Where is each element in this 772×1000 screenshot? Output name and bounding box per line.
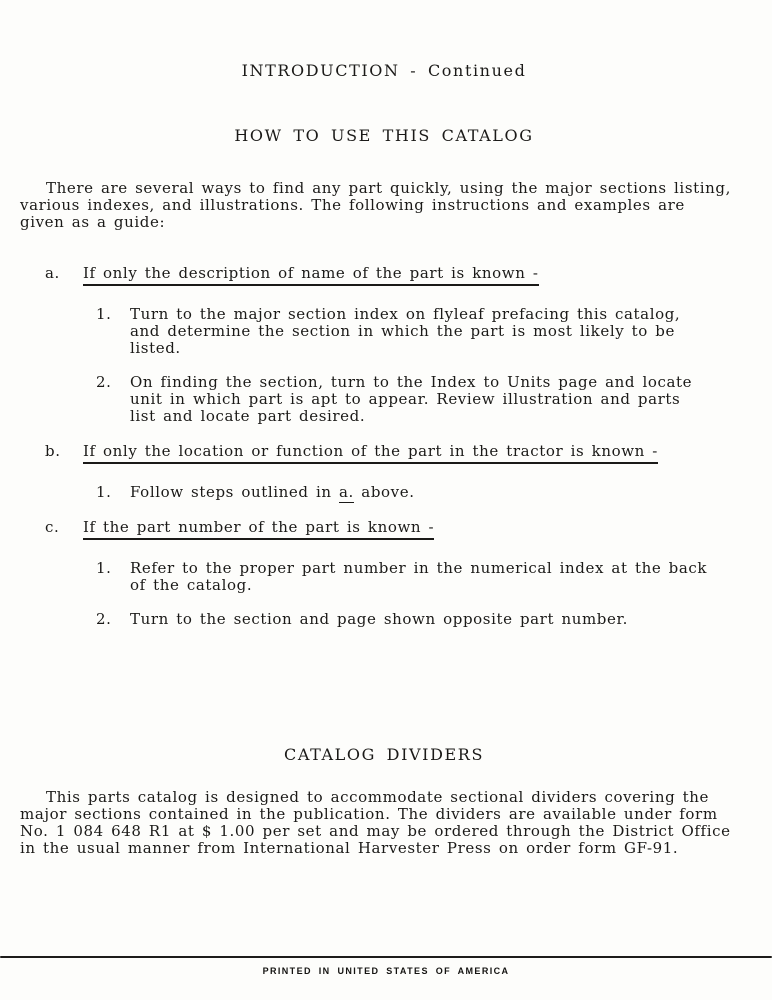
text-line: of the catalog. <box>130 576 253 594</box>
page-header-title: INTRODUCTION - Continued <box>241 61 527 80</box>
list-item-b <box>20 443 748 501</box>
text-line: No. 1 084 648 R1 at $ 1.00 per set and may be ordered through the District Office <box>20 822 731 840</box>
subitem-c1 <box>20 560 748 594</box>
text-line: Turn to the section and page shown opposite part number. <box>130 610 628 628</box>
subitem-c2 <box>20 611 748 628</box>
intro-line: various indexes, and illustrations. The following instructions and examples are <box>20 196 685 214</box>
text-line: Refer to the proper part number in the numerical index at the back <box>130 559 708 577</box>
subitem-b1-number: 1. <box>96 483 112 501</box>
subitem-c2-text <box>130 611 628 628</box>
text-line: listed. <box>130 339 181 357</box>
item-b-label: b. <box>45 442 61 460</box>
list-item-a <box>20 265 748 425</box>
item-a-heading-row <box>20 265 748 286</box>
item-c-heading: If the part number of the part is known - <box>83 519 434 540</box>
subitem-a2-text <box>130 374 692 425</box>
item-b-heading: If only the location or function of the part in the tractor is known - <box>83 443 658 464</box>
text-segment: Follow steps outlined in <box>130 483 339 501</box>
text-line: in the usual manner from International Harvester Press on order form GF-91. <box>20 839 679 857</box>
subitem-c2-number: 2. <box>96 610 112 628</box>
subitem-a1 <box>20 306 748 357</box>
subitem-c1-text <box>130 560 707 594</box>
text-line <box>130 484 415 501</box>
footer-divider-line <box>0 956 772 958</box>
text-line: On finding the section, turn to the Index to Units page and locate <box>130 373 693 391</box>
intro-line: given as a guide: <box>20 213 166 231</box>
text-line: This parts catalog is designed to accommodate sectional dividers covering the <box>46 788 710 806</box>
subitem-a2 <box>20 374 748 425</box>
text-line: and determine the section in which the part is most likely to be <box>130 322 675 340</box>
subitem-a1-number: 1. <box>96 305 112 323</box>
item-c-heading-row <box>20 519 748 540</box>
subitem-b1 <box>20 484 748 501</box>
item-a-label: a. <box>45 264 60 282</box>
subitem-b1-text <box>130 484 415 501</box>
dividers-section-title: CATALOG DIVIDERS <box>283 745 485 764</box>
page-footer <box>0 956 772 980</box>
item-c-label: c. <box>45 518 60 536</box>
text-line: unit in which part is apt to appear. Review illustration and parts <box>130 390 681 408</box>
dividers-section <box>20 746 748 857</box>
text-segment: above. <box>353 483 415 501</box>
text-line: list and locate part desired. <box>130 407 366 425</box>
text-line: Turn to the major section index on flyleaf prefacing this catalog, <box>130 305 681 323</box>
subitem-c1-number: 1. <box>96 559 112 577</box>
footer-printed-notice: PRINTED IN UNITED STATES OF AMERICA <box>262 966 510 976</box>
item-b-heading-row <box>20 443 748 464</box>
dividers-paragraph <box>20 789 748 857</box>
list-item-c <box>20 519 748 628</box>
subitem-a1-text <box>130 306 680 357</box>
underlined-reference: a. <box>338 483 354 501</box>
howto-section-title: HOW TO USE THIS CATALOG <box>234 126 534 145</box>
text-line: major sections contained in the publication. The dividers are available under form <box>20 805 718 823</box>
item-a-heading: If only the description of name of the part is known - <box>83 265 539 286</box>
intro-line: There are several ways to find any part quickly, using the major sections listing, <box>46 179 731 197</box>
subitem-a2-number: 2. <box>96 373 112 391</box>
intro-paragraph <box>20 180 748 231</box>
